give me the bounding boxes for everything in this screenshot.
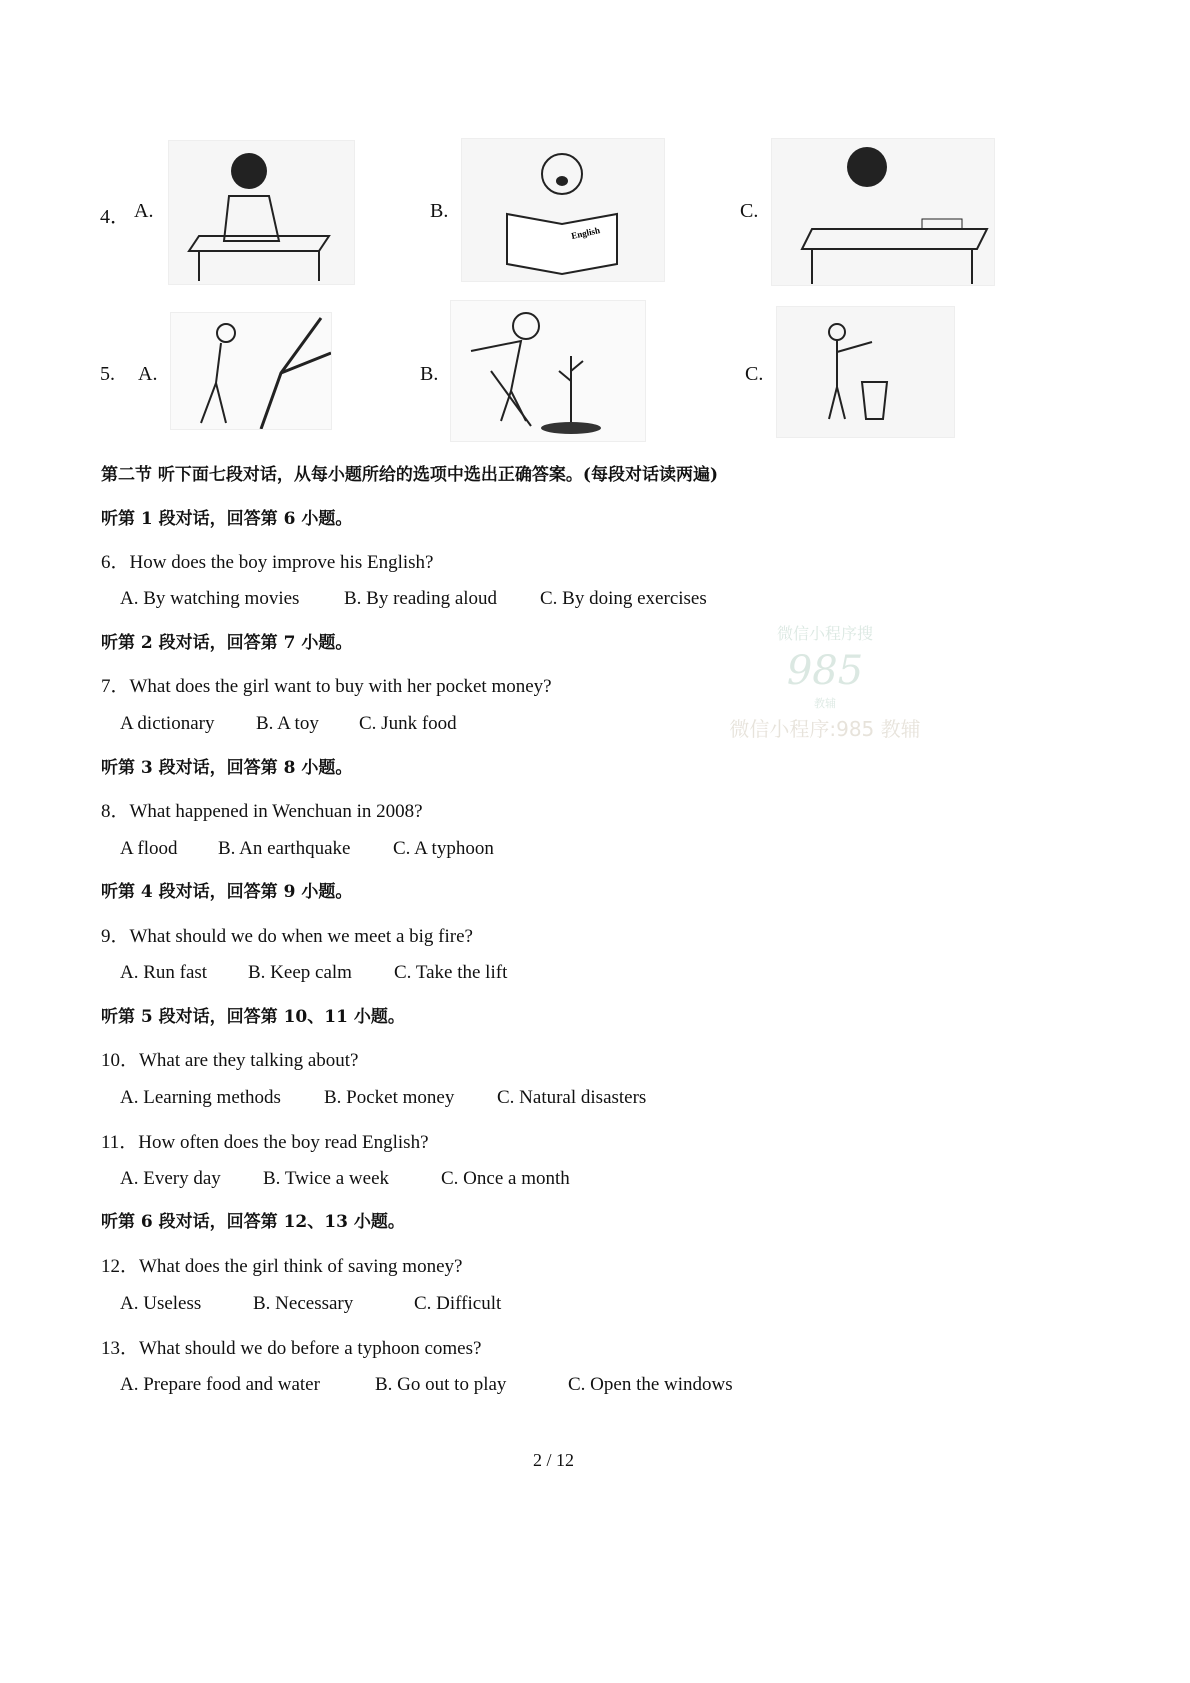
watermark-bottom: 微信小程序:985 教辅	[729, 717, 921, 741]
question-13: 13．What should we do before a typhoon comes?	[101, 1338, 482, 1359]
q4-image-c[interactable]	[771, 138, 995, 286]
q5-option-c-label: C.	[745, 363, 764, 385]
q11-option-c[interactable]: C. Once a month	[441, 1168, 570, 1189]
q8-option-c[interactable]: C. A typhoon	[393, 838, 494, 859]
q6-option-c[interactable]: C. By doing exercises	[540, 588, 707, 609]
q10-option-c[interactable]: C. Natural disasters	[497, 1087, 647, 1108]
q7-option-a[interactable]: A dictionary	[120, 713, 215, 734]
q10-option-a[interactable]: A. Learning methods	[120, 1087, 281, 1108]
q12-option-a[interactable]: A. Useless	[120, 1293, 202, 1314]
q9-option-c[interactable]: C. Take the lift	[394, 962, 508, 983]
q7-option-c[interactable]: C. Junk food	[359, 713, 457, 734]
q4-image-a[interactable]	[168, 140, 355, 285]
q9-option-b[interactable]: B. Keep calm	[248, 962, 352, 983]
q8-option-b[interactable]: B. An earthquake	[218, 838, 351, 859]
question-4-number: 4．	[100, 206, 130, 228]
group-3-heading: 听第 3 段对话，回答第 8 小题。	[101, 758, 353, 778]
q13-option-b[interactable]: B. Go out to play	[375, 1374, 507, 1395]
book-title: English	[570, 225, 601, 241]
q5-option-a-label: A.	[138, 363, 158, 385]
section-heading: 第二节 听下面七段对话，从每小题所给的选项中选出正确答案。(每段对话读两遍)	[101, 465, 719, 485]
question-12: 12．What does the girl think of saving money?	[101, 1256, 463, 1277]
question-5-number: 5.	[100, 363, 115, 385]
q5-image-a[interactable]	[170, 312, 332, 430]
question-6: 6．How does the boy improve his English?	[101, 552, 434, 573]
q11-option-b[interactable]: B. Twice a week	[263, 1168, 389, 1189]
q4-option-b-label: B.	[430, 200, 449, 222]
q4-option-a-label: A.	[134, 200, 154, 222]
page-number: 2 / 12	[532, 1450, 574, 1470]
q5-option-b-label: B.	[420, 363, 439, 385]
watermark-logo: 985	[786, 648, 864, 694]
question-7: 7．What does the girl want to buy with her pocket money?	[101, 676, 552, 697]
q6-option-b[interactable]: B. By reading aloud	[344, 588, 498, 609]
q4-option-c-label: C.	[740, 200, 759, 222]
group-5-heading: 听第 5 段对话，回答第 10、11 小题。	[101, 1007, 405, 1027]
q12-option-c[interactable]: C. Difficult	[414, 1293, 502, 1314]
q5-image-c[interactable]	[776, 306, 955, 438]
q13-option-c[interactable]: C. Open the windows	[568, 1374, 733, 1395]
watermark-top: 微信小程序搜	[776, 624, 873, 643]
q8-option-a[interactable]: A flood	[120, 838, 178, 859]
q9-option-a[interactable]: A. Run fast	[120, 962, 208, 983]
question-10: 10．What are they talking about?	[101, 1050, 359, 1071]
q7-option-b[interactable]: B. A toy	[256, 713, 319, 734]
q12-option-b[interactable]: B. Necessary	[253, 1293, 354, 1314]
watermark-logo-sub: 教辅	[814, 697, 836, 710]
q5-image-b[interactable]	[450, 300, 646, 442]
group-2-heading: 听第 2 段对话，回答第 7 小题。	[101, 633, 353, 653]
q10-option-b[interactable]: B. Pocket money	[324, 1087, 455, 1108]
group-6-heading: 听第 6 段对话，回答第 12、13 小题。	[101, 1212, 405, 1232]
group-1-heading: 听第 1 段对话，回答第 6 小题。	[101, 509, 353, 529]
question-8: 8．What happened in Wenchuan in 2008?	[101, 801, 423, 822]
group-4-heading: 听第 4 段对话，回答第 9 小题。	[101, 882, 353, 902]
q13-option-a[interactable]: A. Prepare food and water	[120, 1374, 320, 1395]
q11-option-a[interactable]: A. Every day	[120, 1168, 221, 1189]
q6-option-a[interactable]: A. By watching movies	[120, 588, 300, 609]
q4-image-b[interactable]	[461, 138, 665, 282]
question-9: 9．What should we do when we meet a big fire?	[101, 926, 473, 947]
question-11: 11．How often does the boy read English?	[101, 1132, 429, 1153]
